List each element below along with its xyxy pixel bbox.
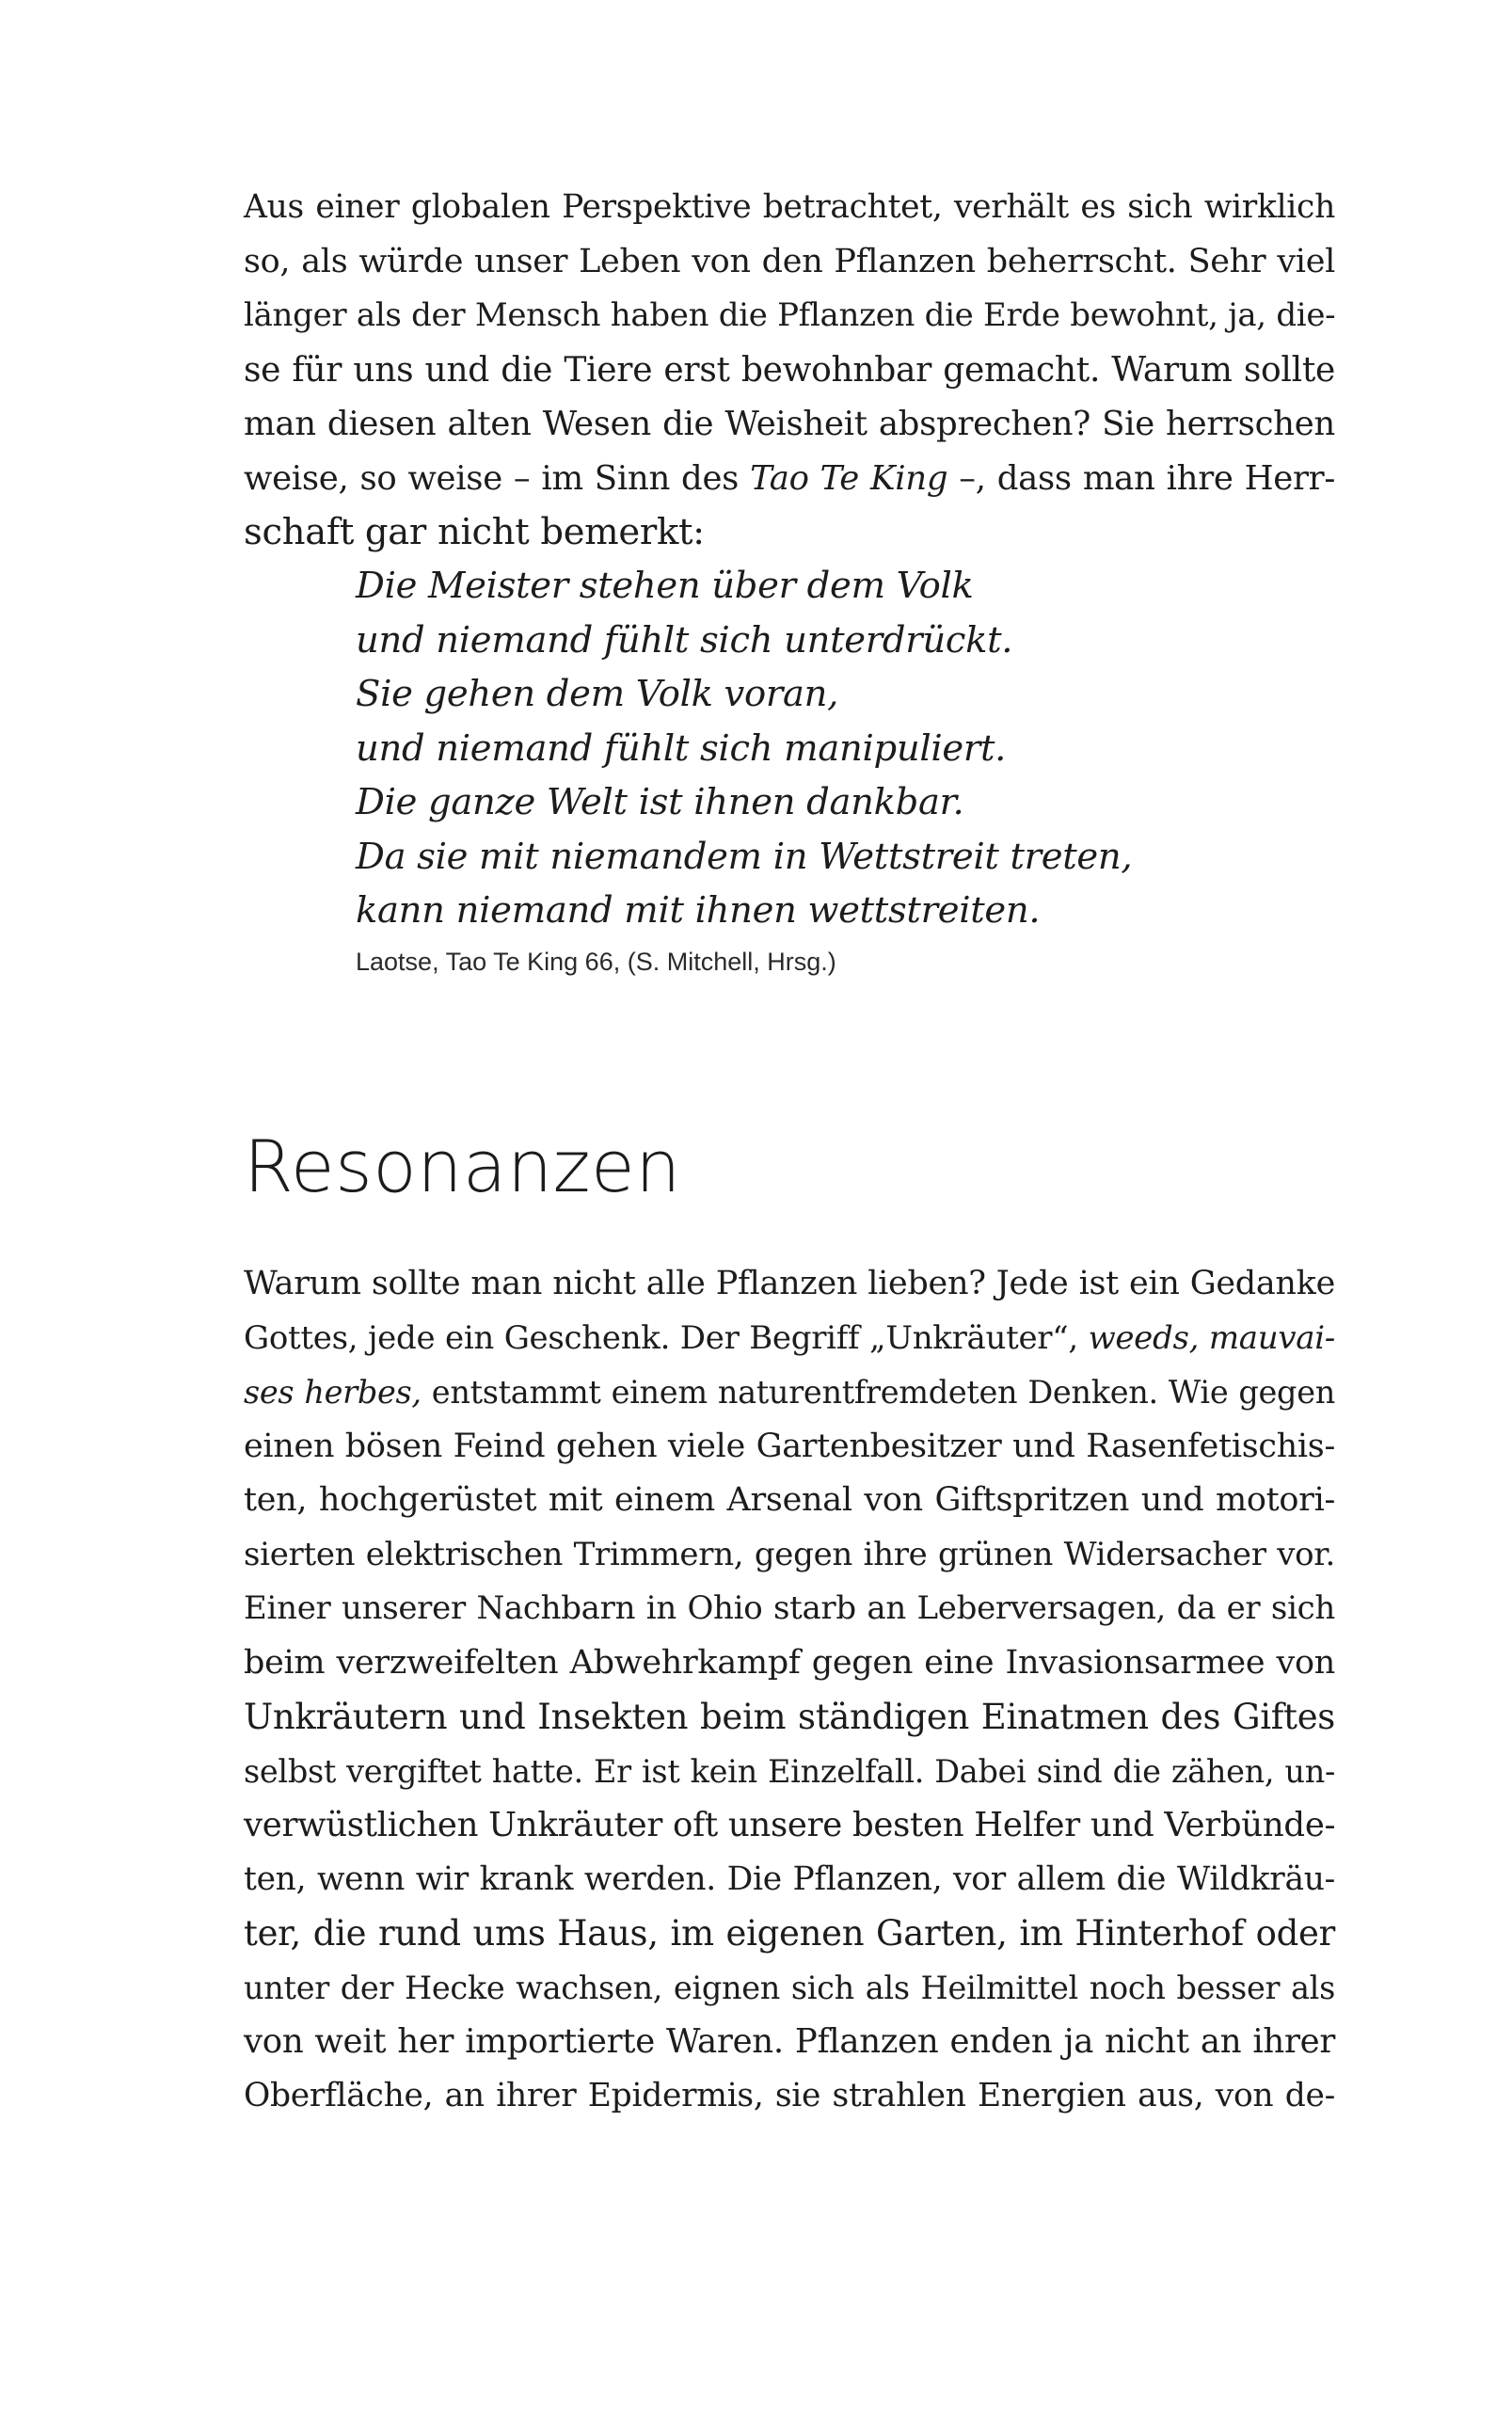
quote-line: und niemand fühlt sich manipuliert.: [356, 726, 1007, 770]
foreign-terms-italic: ses herbes,: [244, 1374, 422, 1411]
text-line: von weit her importierte Waren. Pflanzen enden ja nicht an ihrer: [244, 2022, 1335, 2061]
text-line: so, als würde unser Leben von den Pflanzen beherrscht. Sehr viel: [244, 242, 1335, 280]
text-run: weise, so weise – im Sinn des: [244, 458, 751, 498]
quote-citation: Laotse, Tao Te King 66, (S. Mitchell, Hrsg.): [356, 948, 836, 976]
text-line: verwüstlichen Unkräuter oft unsere besten Helfer und Verbünde-: [244, 1806, 1336, 1844]
quote-line: und niemand fühlt sich unterdrückt.: [356, 618, 1013, 662]
text-line: man diesen alten Wesen die Weisheit absprechen? Sie herrschen: [244, 405, 1335, 443]
text-line: [244, 452, 1335, 506]
quote-block: [356, 559, 1202, 938]
text-line: Oberfläche, an ihrer Epidermis, sie strahlen Energien aus, von de-: [244, 2076, 1335, 2114]
text-line: [244, 1312, 1335, 1366]
text-line: länger als der Mensch haben die Pflanzen die Erde bewohnt, ja, die-: [244, 296, 1336, 334]
text-run: –, dass man ihre Herr-: [947, 458, 1336, 498]
text-line: beim verzweifelten Abwehrkampf gegen eine Invasionsarmee von: [244, 1643, 1335, 1682]
text-line: ten, hochgerüstet mit einem Arsenal von Giftspritzen und motori-: [244, 1481, 1335, 1519]
quote-line: Sie gehen dem Volk voran,: [356, 673, 839, 715]
quote-line: Da sie mit niemandem in Wettstreit treten,: [356, 835, 1133, 878]
quote-line: Die ganze Welt ist ihnen dankbar.: [356, 781, 964, 823]
body-paragraph-intro: [244, 181, 1335, 560]
text-line: se für uns und die Tiere erst bewohnbar gemacht. Warum sollte: [244, 350, 1335, 390]
text-line: ter, die rund ums Haus, im eigenen Garten, im Hinterhof oder: [244, 1913, 1335, 1954]
text-line: Unkräutern und Insekten beim ständigen Einatmen des Giftes: [244, 1697, 1335, 1737]
quote-line: kann niemand mit ihnen wettstreiten.: [356, 889, 1041, 932]
text-line: Einer unserer Nachbarn in Ohio starb an Leberversagen, da er sich: [244, 1589, 1335, 1627]
text-line: unter der Hecke wachsen, eignen sich als Heilmittel noch besser als: [244, 1969, 1335, 2006]
text-run: Gottes, jede ein Geschenk. Der Begriff „Unkräuter“,: [244, 1318, 1089, 1357]
text-line: [244, 1365, 1335, 1420]
section-heading: Resonanzen: [244, 1125, 681, 1208]
text-line: selbst vergiftet hatte. Er ist kein Einzelfall. Dabei sind die zähen, un-: [244, 1752, 1335, 1790]
text-line: sierten elektrischen Trimmern, gegen ihre grünen Widersacher vor.: [244, 1535, 1335, 1573]
text-line: Warum sollte man nicht alle Pflanzen lieben? Jede ist ein Gedanke: [244, 1265, 1335, 1302]
book-title-italic: Tao Te King: [750, 458, 948, 498]
foreign-terms-italic: weeds, mauvai-: [1088, 1318, 1335, 1357]
body-paragraph-resonanzen: [244, 1257, 1335, 2123]
text-line: Aus einer globalen Perspektive betrachtet, verhält es sich wirklich: [244, 188, 1335, 226]
quote-line: Die Meister stehen über dem Volk: [356, 565, 974, 607]
text-line: ten, wenn wir krank werden. Die Pflanzen, vor allem die Wildkräu-: [244, 1859, 1335, 1898]
text-line: schaft gar nicht bemerkt:: [244, 511, 705, 553]
text-line: einen bösen Feind gehen viele Gartenbesitzer und Rasenfetischis-: [244, 1427, 1335, 1465]
text-run: entstammt einem naturentfremdeten Denken. Wie gegen: [421, 1374, 1335, 1411]
